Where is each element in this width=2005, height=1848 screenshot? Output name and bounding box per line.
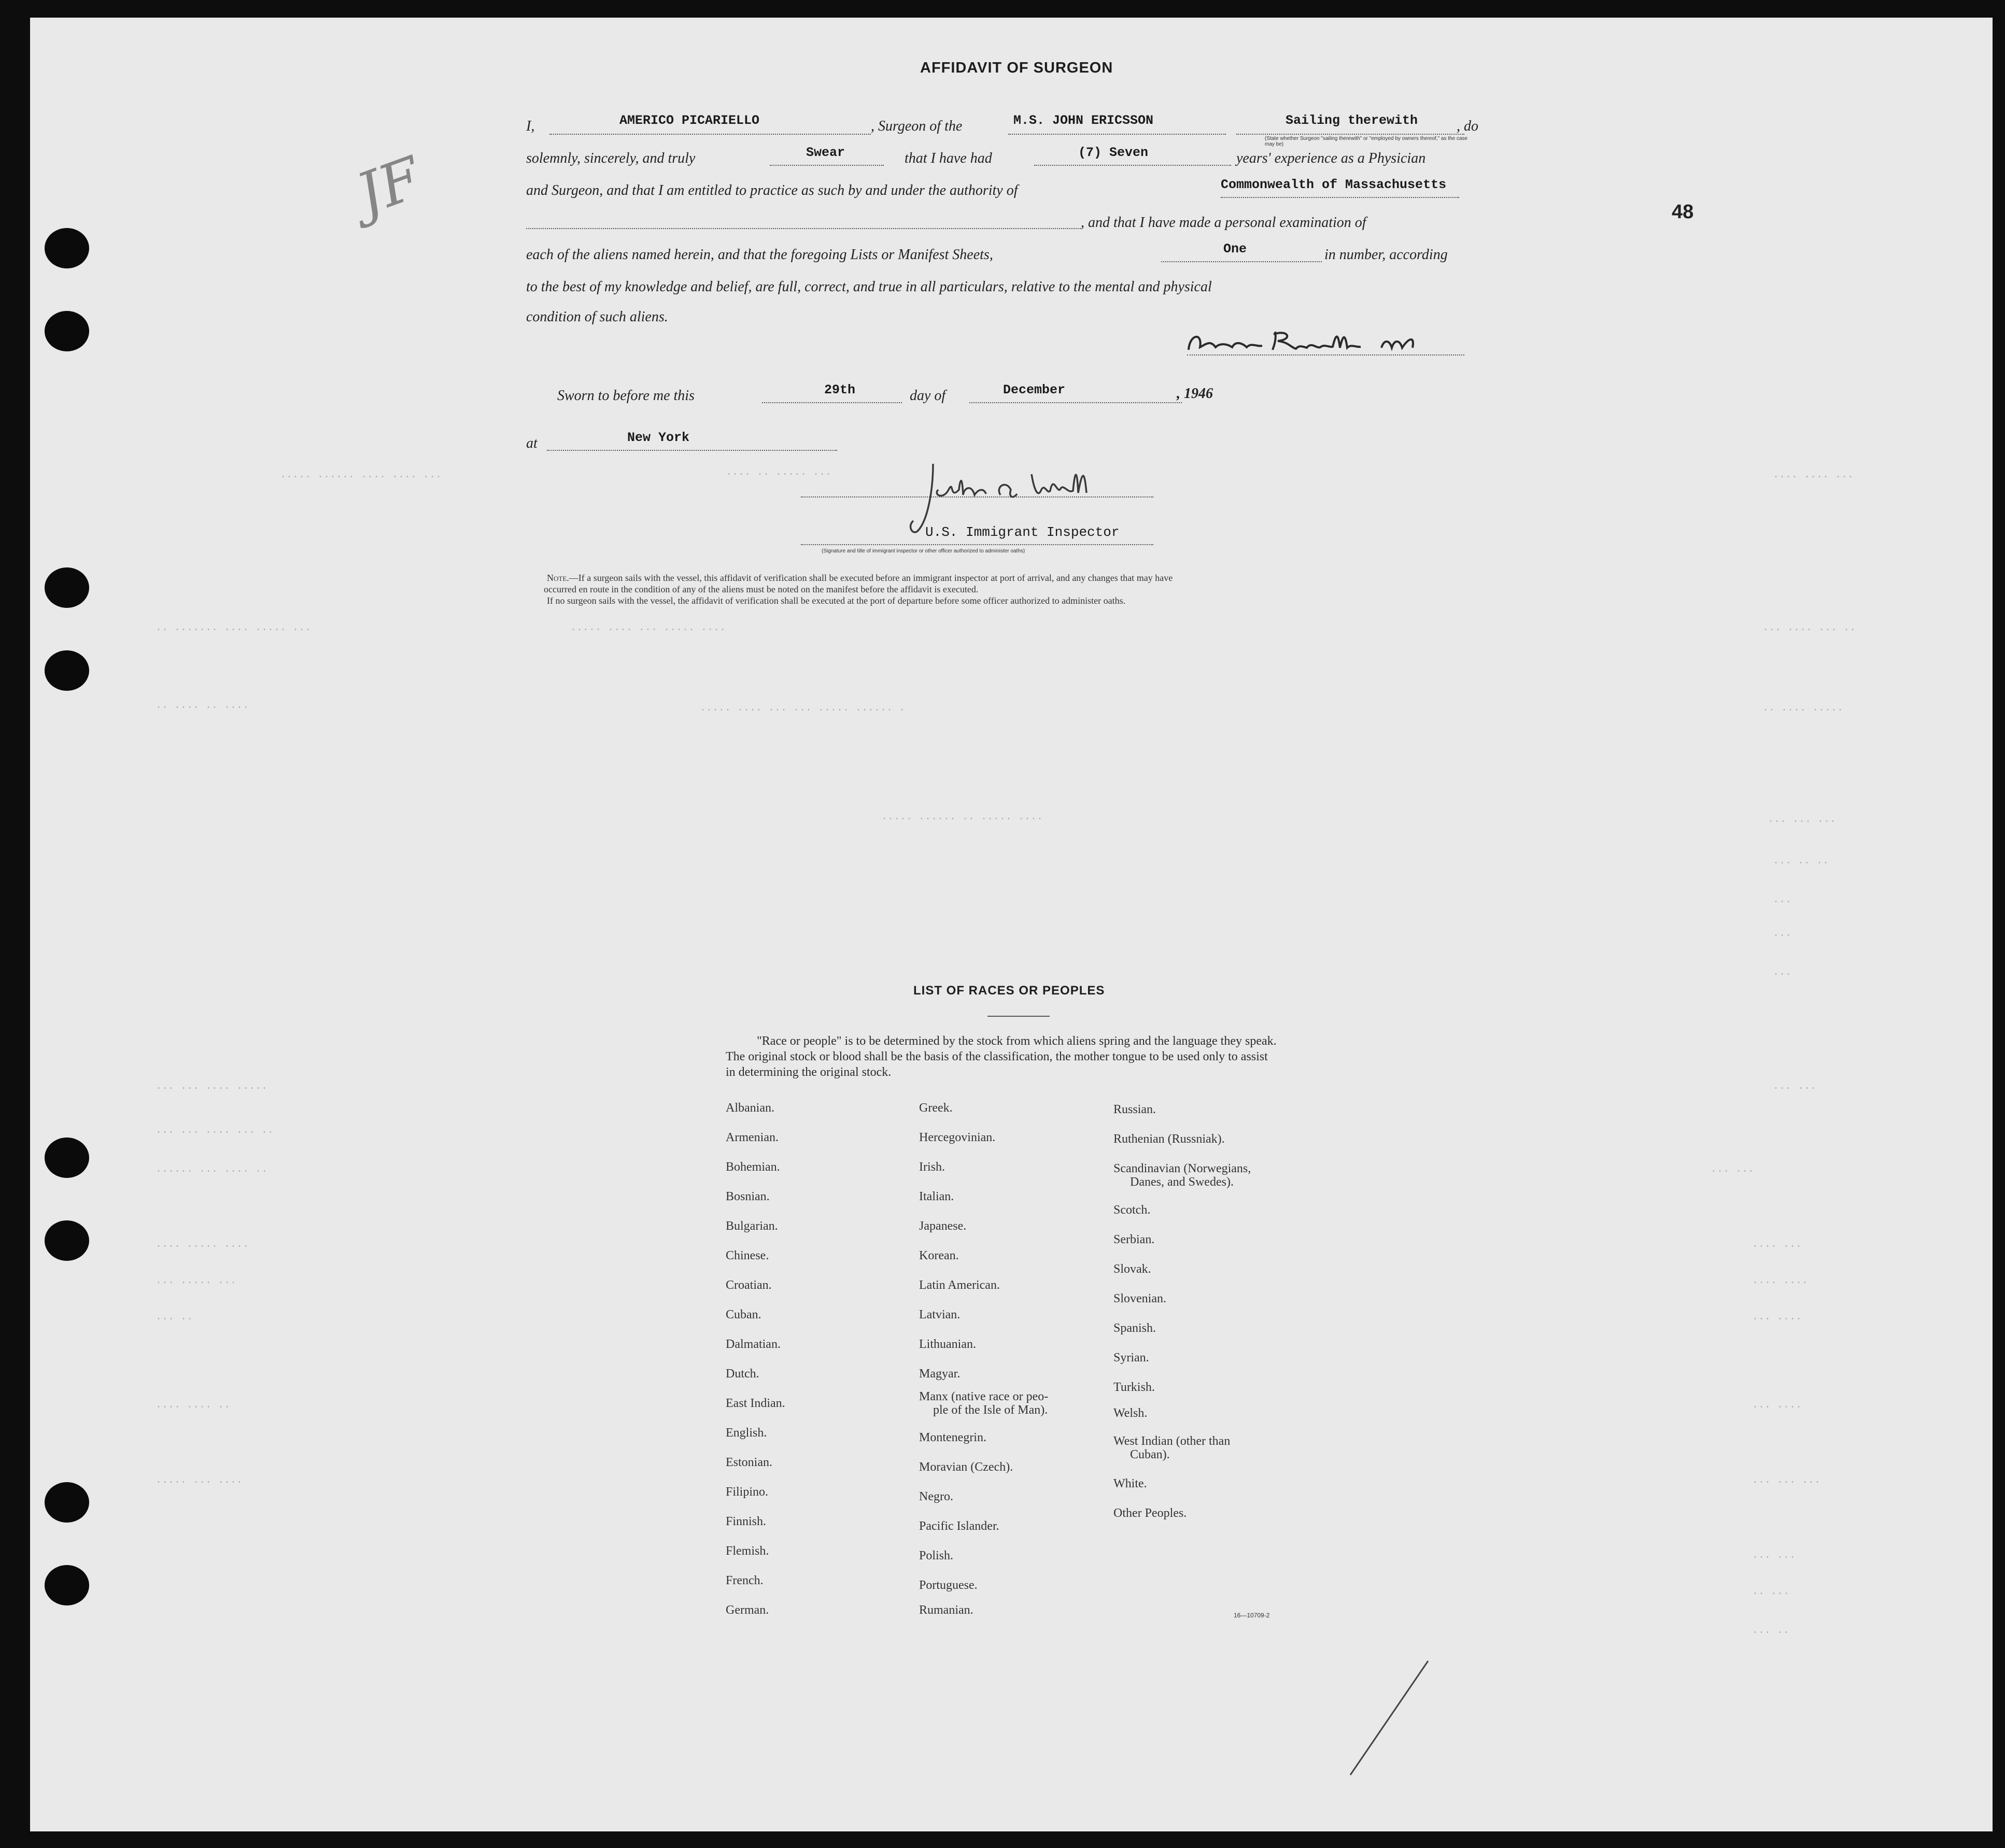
race-item: Filipino. (726, 1485, 769, 1499)
vessel-name: M.S. JOHN ERICSSON (1013, 113, 1154, 128)
race-item: German. (726, 1603, 769, 1617)
race-item: Slovak. (1113, 1262, 1151, 1276)
surgeon-name-rule (549, 134, 871, 135)
sworn-month-rule (969, 402, 1182, 403)
race-item: Syrian. (1113, 1351, 1149, 1364)
race-item: Scotch. (1113, 1203, 1151, 1217)
race-item: Portuguese. (919, 1579, 978, 1592)
race-item: Montenegrin. (919, 1431, 986, 1444)
races-title-rule (987, 1016, 1050, 1017)
note-line-3: If no surgeon sails with the vessel, the affidavit of verification shall be executed at the port of departure before some officer authorized to administer oaths. (547, 595, 1126, 606)
race-item: Rumanian. (919, 1603, 973, 1617)
race-item: East Indian. (726, 1397, 785, 1410)
affidavit-line-2-mid: that I have had (905, 150, 992, 166)
race-item: Ruthenian (Russniak). (1113, 1132, 1225, 1146)
race-item: Latvian. (919, 1308, 961, 1321)
vessel-rule (1008, 134, 1226, 135)
oath-word: Swear (806, 145, 845, 160)
note-line-2: occurred en route in the condition of any of the aliens must be noted on the manifest before the affidavit is executed. (544, 584, 979, 594)
binder-hole (45, 1220, 89, 1261)
race-item: Japanese. (919, 1219, 967, 1233)
race-item: Polish. (919, 1549, 954, 1562)
inspector-title: U.S. Immigrant Inspector (925, 524, 1120, 540)
race-item: Russian. (1113, 1103, 1156, 1116)
sworn-prefix: Sworn to before me this (557, 388, 695, 404)
page-number: 48 (1672, 201, 1694, 223)
form-code: 16—10709-2 (1234, 1612, 1270, 1619)
inspector-signature-rule (801, 496, 1153, 497)
race-item: Serbian. (1113, 1233, 1155, 1246)
at-place: New York (627, 430, 690, 445)
authority-continued-rule (526, 228, 1081, 229)
sworn-day: 29th (824, 382, 856, 397)
at-label: at (526, 435, 538, 451)
race-item: Bulgarian. (726, 1219, 778, 1233)
sworn-day-rule (762, 402, 902, 403)
race-item: Bohemian. (726, 1160, 780, 1174)
surgeon-capacity: Sailing therewith (1286, 113, 1418, 128)
oath-rule (770, 165, 884, 166)
affidavit-line-4-suffix: , and that I have made a personal examination of (1081, 215, 1366, 231)
race-item: Slovenian. (1113, 1292, 1166, 1305)
binder-hole (45, 311, 89, 351)
affidavit-i: I, (526, 118, 535, 134)
do-label: , do (1457, 118, 1478, 134)
affidavit-line-2-prefix: solemnly, sincerely, and truly (526, 150, 696, 166)
binder-hole (45, 1138, 89, 1178)
race-item: Hercegovinian. (919, 1131, 996, 1144)
race-item: ple of the Isle of Man). (933, 1403, 1048, 1417)
race-item: Latin American. (919, 1278, 1000, 1292)
race-item: Flemish. (726, 1544, 769, 1558)
authority-rule (1221, 197, 1459, 198)
note-label: Note. (547, 573, 569, 583)
race-item: Negro. (919, 1490, 953, 1503)
note-line-1: —If a surgeon sails with the vessel, this affidavit of verification shall be executed before an immigrant inspector at port of arrival, and any changes that may have (569, 573, 1173, 583)
sworn-year: , 1946 (1177, 386, 1213, 402)
race-item: Scandinavian (Norwegians, (1113, 1162, 1251, 1175)
races-title: LIST OF RACES OR PEOPLES (913, 984, 1105, 998)
stray-pen-line (1348, 1658, 1431, 1778)
race-item: Albanian. (726, 1101, 774, 1115)
race-item: Pacific Islander. (919, 1519, 999, 1533)
race-item: Danes, and Swedes). (1130, 1175, 1234, 1189)
years-rule (1034, 165, 1231, 166)
race-item: Finnish. (726, 1515, 767, 1528)
race-item: Spanish. (1113, 1321, 1156, 1335)
capacity-note: (State whether Surgeon "sailing therewith" or "employed by owners thereof," as the case may be) (1265, 136, 1468, 147)
race-item: Estonian. (726, 1456, 772, 1469)
affidavit-line-5-prefix: each of the aliens named herein, and that the foregoing Lists or Manifest Sheets, (526, 247, 993, 263)
race-item: Other Peoples. (1113, 1506, 1187, 1520)
race-item: Armenian. (726, 1131, 779, 1144)
surgeon-of-the-label: , Surgeon of the (871, 118, 963, 134)
affidavit-line-2-suffix: years' experience as a Physician (1236, 150, 1426, 166)
race-item: Welsh. (1113, 1406, 1148, 1420)
affidavit-line-5-suffix: in number, according (1324, 247, 1448, 263)
inspector-title-rule (801, 544, 1153, 545)
binder-hole (45, 567, 89, 608)
at-place-rule (547, 450, 837, 451)
race-item: Lithuanian. (919, 1338, 976, 1351)
race-item: Dalmatian. (726, 1338, 781, 1351)
affidavit-line-7: condition of such aliens. (526, 309, 668, 325)
affidavit-line-6: to the best of my knowledge and belief, are full, correct, and true in all particulars, relative to the mental and physical (526, 279, 1212, 295)
race-item: Bosnian. (726, 1190, 770, 1203)
surgeon-name: AMERICO PICARIELLO (619, 113, 760, 128)
capacity-rule (1236, 134, 1464, 135)
sheet-count: One (1223, 241, 1247, 257)
affidavit-line-1 (526, 118, 534, 135)
binder-hole (45, 1565, 89, 1605)
race-item: West Indian (other than (1113, 1434, 1231, 1448)
inspector-caption: (Signature and title of immigrant inspector or other officer authorized to administer oaths) (822, 548, 1025, 554)
races-intro: "Race or people" is to be determined by the stock from which aliens spring and the language they speak. The original stock or blood shall be the basis of the classification, the mother tongue to be used only to assist in determining the original stock. (726, 1034, 1277, 1079)
race-item: Dutch. (726, 1367, 759, 1381)
binder-hole (45, 228, 89, 268)
race-item: Turkish. (1113, 1381, 1155, 1394)
race-item: Greek. (919, 1101, 953, 1115)
race-item: Irish. (919, 1160, 945, 1174)
race-item: Korean. (919, 1249, 959, 1262)
race-item: Magyar. (919, 1367, 961, 1381)
race-item: Italian. (919, 1190, 954, 1203)
race-item: English. (726, 1426, 767, 1440)
sworn-day-of: day of (910, 388, 946, 404)
affidavit-note (544, 572, 1173, 606)
authority-name: Commonwealth of Massachusetts (1221, 177, 1447, 192)
race-item: Cuban). (1130, 1448, 1170, 1461)
binder-hole (45, 1482, 89, 1523)
race-item: Cuban. (726, 1308, 761, 1321)
sworn-month: December (1003, 382, 1066, 397)
race-item: French. (726, 1574, 764, 1587)
affidavit-line-3-prefix: and Surgeon, and that I am entitled to practice as such by and under the authority of (526, 182, 1018, 198)
race-item: Chinese. (726, 1249, 769, 1262)
surgeon-signature-rule (1187, 354, 1464, 356)
race-item: Croatian. (726, 1278, 772, 1292)
race-item: Manx (native race or peo- (919, 1390, 1049, 1403)
binder-hole (45, 650, 89, 691)
race-item: White. (1113, 1477, 1147, 1490)
affidavit-title: AFFIDAVIT OF SURGEON (920, 60, 1113, 76)
race-item: Moravian (Czech). (919, 1460, 1013, 1474)
margin-initials: JF (348, 144, 430, 228)
sheet-count-rule (1161, 261, 1322, 262)
years-experience: (7) Seven (1078, 145, 1149, 160)
